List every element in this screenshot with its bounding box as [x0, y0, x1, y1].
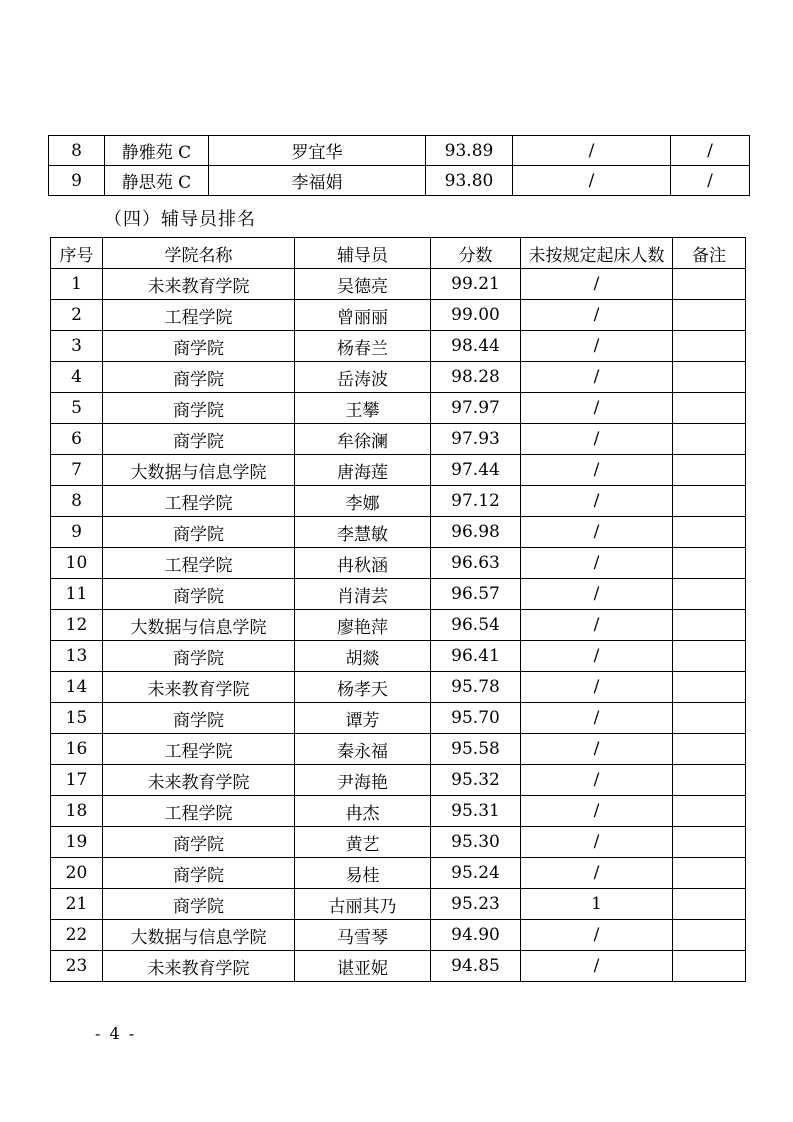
table-row	[51, 269, 746, 300]
cell-counselor: 马雪琴	[295, 920, 431, 951]
cell-no: 8	[49, 136, 105, 166]
cell-college: 商学院	[103, 858, 295, 889]
cell-counselor: 黄艺	[295, 827, 431, 858]
table-row	[51, 703, 746, 734]
cell-note	[673, 424, 746, 455]
cell-college: 商学院	[103, 579, 295, 610]
counselor-ranking-table	[50, 237, 746, 982]
cell-college: 商学院	[103, 641, 295, 672]
header-counselor: 辅导员	[295, 238, 431, 269]
cell-score: 95.31	[431, 796, 521, 827]
cell-counselor: 冉杰	[295, 796, 431, 827]
cell-note	[673, 455, 746, 486]
cell-college: 商学院	[103, 393, 295, 424]
cell-late-count: /	[521, 548, 673, 579]
cell-score: 95.32	[431, 765, 521, 796]
counselor-table-header	[51, 238, 746, 269]
cell-no: 22	[51, 920, 103, 951]
cell-late-count: /	[521, 424, 673, 455]
cell-no: 9	[49, 166, 105, 196]
cell-late-count: 1	[521, 889, 673, 920]
cell-no: 21	[51, 889, 103, 920]
cell-no: 1	[51, 269, 103, 300]
cell-counselor: 杨孝天	[295, 672, 431, 703]
cell-no: 10	[51, 548, 103, 579]
cell-no: 4	[51, 362, 103, 393]
cell-no: 18	[51, 796, 103, 827]
cell-note	[673, 765, 746, 796]
cell-note	[673, 920, 746, 951]
cell-late-count: /	[521, 703, 673, 734]
cell-college: 大数据与信息学院	[103, 610, 295, 641]
cell-college: 工程学院	[103, 796, 295, 827]
cell-no: 17	[51, 765, 103, 796]
cell-note	[673, 734, 746, 765]
cell-score: 93.89	[426, 136, 513, 166]
cell-col5: /	[513, 136, 671, 166]
cell-counselor: 李娜	[295, 486, 431, 517]
cell-college: 未来教育学院	[103, 951, 295, 982]
cell-score: 94.90	[431, 920, 521, 951]
cell-college: 商学院	[103, 703, 295, 734]
cell-college: 未来教育学院	[103, 269, 295, 300]
cell-score: 96.98	[431, 517, 521, 548]
cell-counselor: 岳涛波	[295, 362, 431, 393]
cell-note	[673, 269, 746, 300]
cell-late-count: /	[521, 610, 673, 641]
table-row	[51, 641, 746, 672]
page-number: - 4 -	[95, 1024, 137, 1043]
table-row	[51, 393, 746, 424]
cell-score: 93.80	[426, 166, 513, 196]
table-row	[51, 548, 746, 579]
cell-counselor: 肖清芸	[295, 579, 431, 610]
table-row	[51, 920, 746, 951]
table-row	[51, 734, 746, 765]
table-row	[51, 517, 746, 548]
table-row	[49, 166, 750, 196]
cell-counselor: 易桂	[295, 858, 431, 889]
cell-score: 95.58	[431, 734, 521, 765]
cell-counselor: 王攀	[295, 393, 431, 424]
cell-college: 商学院	[103, 331, 295, 362]
cell-col6: /	[671, 136, 750, 166]
cell-note	[673, 610, 746, 641]
cell-late-count: /	[521, 579, 673, 610]
cell-late-count: /	[521, 920, 673, 951]
cell-no: 12	[51, 610, 103, 641]
table-row	[51, 300, 746, 331]
cell-no: 2	[51, 300, 103, 331]
cell-note	[673, 486, 746, 517]
cell-late-count: /	[521, 827, 673, 858]
cell-counselor: 胡燚	[295, 641, 431, 672]
cell-late-count: /	[521, 858, 673, 889]
table-row	[51, 424, 746, 455]
cell-note	[673, 672, 746, 703]
table-row	[51, 610, 746, 641]
cell-col5: /	[513, 166, 671, 196]
cell-no: 5	[51, 393, 103, 424]
cell-late-count: /	[521, 455, 673, 486]
cell-college: 商学院	[103, 827, 295, 858]
header-no: 序号	[51, 238, 103, 269]
cell-score: 95.24	[431, 858, 521, 889]
cell-score: 94.85	[431, 951, 521, 982]
cell-col6: /	[671, 166, 750, 196]
cell-no: 8	[51, 486, 103, 517]
header-late-count: 未按规定起床人数	[521, 238, 673, 269]
cell-college: 未来教育学院	[103, 672, 295, 703]
cell-late-count: /	[521, 517, 673, 548]
continued-table-body	[49, 136, 750, 196]
cell-note	[673, 517, 746, 548]
cell-late-count: /	[521, 796, 673, 827]
table-row	[51, 889, 746, 920]
cell-no: 9	[51, 517, 103, 548]
cell-counselor: 吴德亮	[295, 269, 431, 300]
cell-college: 工程学院	[103, 300, 295, 331]
cell-late-count: /	[521, 765, 673, 796]
cell-name: 李福娟	[209, 166, 426, 196]
table-row	[51, 455, 746, 486]
cell-note	[673, 362, 746, 393]
cell-counselor: 秦永福	[295, 734, 431, 765]
cell-note	[673, 796, 746, 827]
cell-college: 大数据与信息学院	[103, 920, 295, 951]
cell-counselor: 牟徐澜	[295, 424, 431, 455]
continued-ranking-table	[48, 135, 750, 196]
cell-no: 15	[51, 703, 103, 734]
cell-score: 97.44	[431, 455, 521, 486]
cell-score: 98.44	[431, 331, 521, 362]
cell-counselor: 古丽其乃	[295, 889, 431, 920]
table-row	[51, 672, 746, 703]
cell-score: 96.63	[431, 548, 521, 579]
cell-score: 95.30	[431, 827, 521, 858]
cell-score: 96.41	[431, 641, 521, 672]
table-row	[51, 579, 746, 610]
cell-no: 11	[51, 579, 103, 610]
cell-note	[673, 703, 746, 734]
cell-no: 19	[51, 827, 103, 858]
cell-late-count: /	[521, 269, 673, 300]
cell-score: 95.23	[431, 889, 521, 920]
cell-no: 7	[51, 455, 103, 486]
cell-late-count: /	[521, 300, 673, 331]
cell-college: 工程学院	[103, 734, 295, 765]
cell-score: 96.54	[431, 610, 521, 641]
cell-score: 96.57	[431, 579, 521, 610]
header-score: 分数	[431, 238, 521, 269]
cell-college: 大数据与信息学院	[103, 455, 295, 486]
cell-counselor: 唐海莲	[295, 455, 431, 486]
cell-college: 商学院	[103, 362, 295, 393]
cell-name: 罗宜华	[209, 136, 426, 166]
cell-late-count: /	[521, 331, 673, 362]
cell-note	[673, 331, 746, 362]
cell-college: 工程学院	[103, 548, 295, 579]
cell-counselor: 冉秋涵	[295, 548, 431, 579]
cell-late-count: /	[521, 641, 673, 672]
cell-late-count: /	[521, 393, 673, 424]
cell-score: 97.93	[431, 424, 521, 455]
cell-no: 13	[51, 641, 103, 672]
cell-note	[673, 548, 746, 579]
cell-counselor: 尹海艳	[295, 765, 431, 796]
cell-counselor: 廖艳萍	[295, 610, 431, 641]
cell-late-count: /	[521, 734, 673, 765]
cell-late-count: /	[521, 362, 673, 393]
cell-no: 3	[51, 331, 103, 362]
cell-dorm: 静思苑 C	[105, 166, 209, 196]
cell-no: 23	[51, 951, 103, 982]
section-heading: （四）辅导员排名	[104, 209, 256, 230]
table-row	[51, 486, 746, 517]
cell-note	[673, 300, 746, 331]
table-row	[51, 796, 746, 827]
header-college: 学院名称	[103, 238, 295, 269]
cell-note	[673, 827, 746, 858]
cell-note	[673, 393, 746, 424]
table-row	[49, 136, 750, 166]
cell-note	[673, 858, 746, 889]
cell-counselor: 谌亚妮	[295, 951, 431, 982]
header-note: 备注	[673, 238, 746, 269]
cell-college: 商学院	[103, 424, 295, 455]
cell-no: 16	[51, 734, 103, 765]
cell-score: 99.21	[431, 269, 521, 300]
header-row	[51, 238, 746, 269]
cell-counselor: 曾丽丽	[295, 300, 431, 331]
cell-college: 商学院	[103, 889, 295, 920]
table-row	[51, 827, 746, 858]
cell-late-count: /	[521, 951, 673, 982]
table-row	[51, 951, 746, 982]
cell-no: 6	[51, 424, 103, 455]
table-row	[51, 765, 746, 796]
counselor-table-body	[51, 269, 746, 982]
cell-note	[673, 579, 746, 610]
cell-college: 未来教育学院	[103, 765, 295, 796]
table-row	[51, 362, 746, 393]
cell-dorm: 静雅苑 C	[105, 136, 209, 166]
cell-score: 97.12	[431, 486, 521, 517]
cell-late-count: /	[521, 486, 673, 517]
cell-score: 97.97	[431, 393, 521, 424]
cell-score: 99.00	[431, 300, 521, 331]
cell-late-count: /	[521, 672, 673, 703]
table-row	[51, 858, 746, 889]
cell-score: 95.78	[431, 672, 521, 703]
cell-college: 工程学院	[103, 486, 295, 517]
cell-note	[673, 889, 746, 920]
cell-score: 98.28	[431, 362, 521, 393]
cell-counselor: 李慧敏	[295, 517, 431, 548]
cell-counselor: 杨春兰	[295, 331, 431, 362]
cell-note	[673, 641, 746, 672]
cell-counselor: 谭芳	[295, 703, 431, 734]
cell-score: 95.70	[431, 703, 521, 734]
table-row	[51, 331, 746, 362]
cell-no: 14	[51, 672, 103, 703]
cell-no: 20	[51, 858, 103, 889]
cell-note	[673, 951, 746, 982]
cell-college: 商学院	[103, 517, 295, 548]
